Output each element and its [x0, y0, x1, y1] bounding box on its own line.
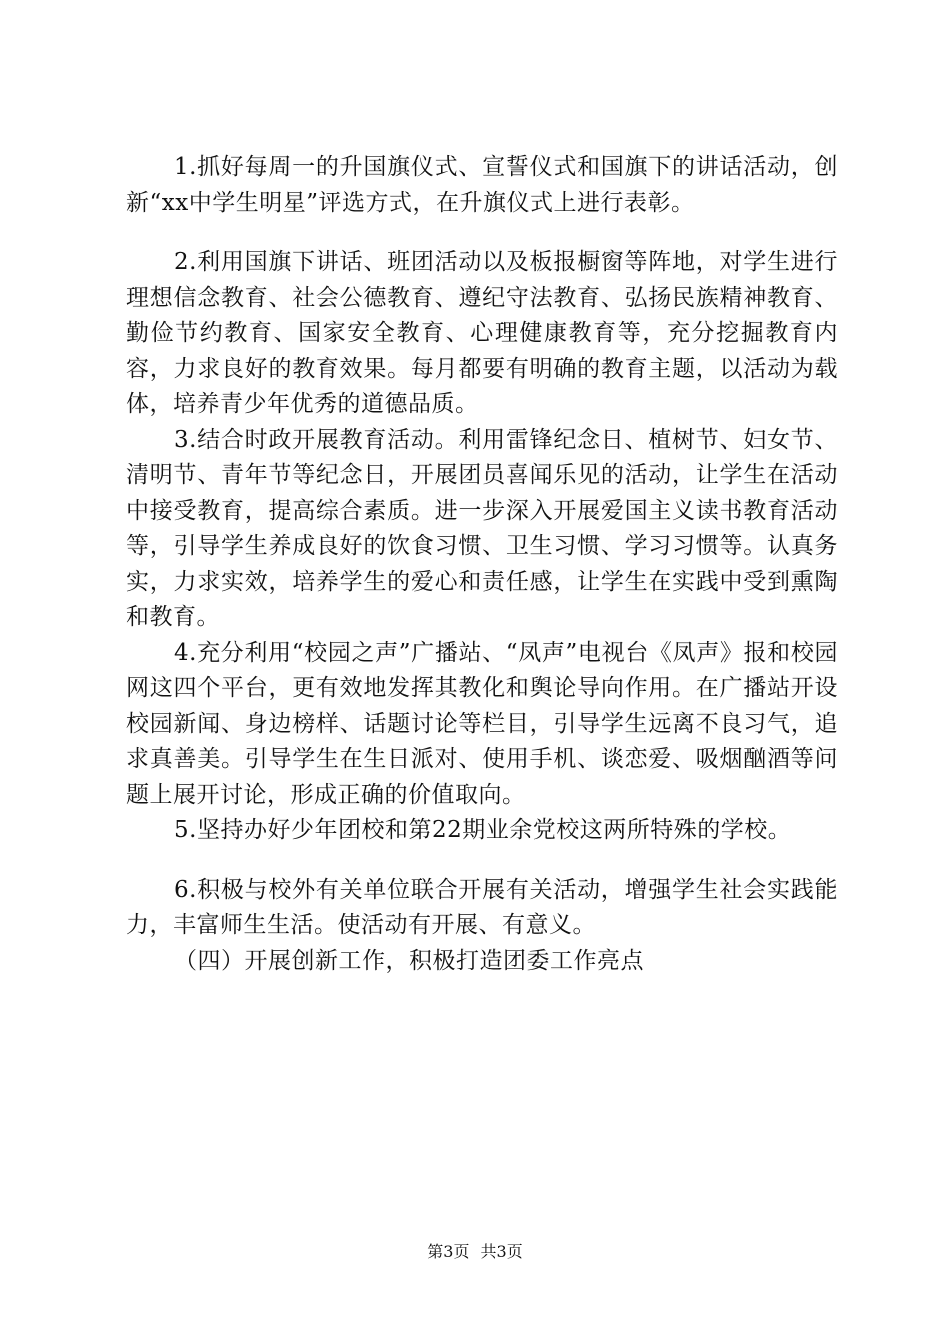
paragraph-3: 3.结合时政开展教育活动。利用雷锋纪念日、植树节、妇女节、清明节、青年节等纪念日，开展团员喜闻乐见的活动，让学生在活动中接受教育，提高综合素质。进一步深入开展爱国主义读书教育活动等，引导学生养成良好的饮食习惯、卫生习惯、学习习惯等。认真务实，力求实效，培养学生的爱心和责任感，让学生在实践中受到熏陶和教育。 [126, 426, 838, 630]
paragraph-5: 5.坚持办好少年团校和第22期业余党校这两所特殊的学校。 [174, 817, 792, 843]
paragraph-2: 2.利用国旗下讲话、班团活动以及板报橱窗等阵地，对学生进行理想信念教育、社会公德教育、遵纪守法教育、弘扬民族精神教育、勤俭节约教育、国家安全教育、心理健康教育等，充分挖掘教育内容，力求良好的教育效果。每月都要有明确的教育主题，以活动为载体，培养青少年优秀的道德品质。 [126, 249, 838, 417]
document-body [126, 150, 838, 979]
section-heading: （四）开展创新工作，积极打造团委工作亮点 [174, 947, 644, 974]
page-number: 第3页 [427, 1242, 470, 1261]
paragraph-6: 6.积极与校外有关单位联合开展有关活动，增强学生社会实践能力，丰富师生生活。使活动有开展、有意义。 [126, 876, 838, 938]
paragraph-4: 4.充分利用“校园之声”广播站、“凤声”电视台《凤声》报和校园网这四个平台，更有效地发挥其教化和舆论导向作用。在广播站开设校园新闻、身边榜样、话题讨论等栏目，引导学生远离不良习气，追求真善美。引导学生在生日派对、使用手机、谈恋爱、吸烟酗酒等问题上展开讨论，形成正确的价值取向。 [126, 639, 838, 808]
paragraph-1: 1.抓好每周一的升国旗仪式、宣誓仪式和国旗下的讲话活动，创新“xx中学生明星”评选方式，在升旗仪式上进行表彰。 [126, 154, 838, 216]
page-footer [0, 1239, 950, 1262]
page-total: 共3页 [480, 1242, 523, 1261]
